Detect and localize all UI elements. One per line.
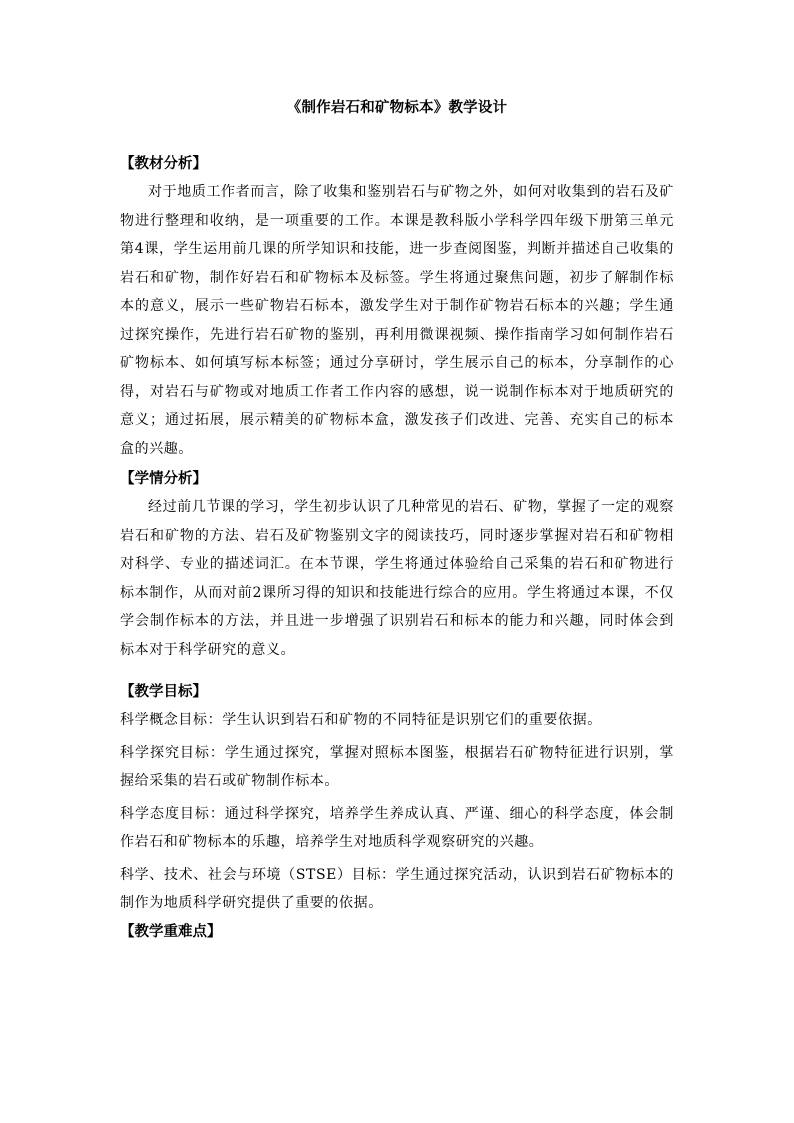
document-title: 《制作岩石和矿物标本》教学设计 xyxy=(286,99,508,116)
section-student-analysis xyxy=(120,465,674,664)
section-key-difficulties xyxy=(120,918,674,946)
goal-item: 科学态度目标：通过科学探究，培养学生养成认真、严谨、细心的科学态度，体会制作岩石和矿物标本的乐趣，培养学生对地质科学观察研究的兴趣。 xyxy=(120,805,674,850)
goal-item: 科学探究目标：学生通过探究，掌握对照标本图鉴，根据岩石矿物特征进行识别，掌握给采集的岩石或矿物制作标本。 xyxy=(120,744,674,789)
section-heading: 【教学重难点】 xyxy=(120,922,222,940)
section-heading: 【学情分析】 xyxy=(120,470,207,487)
section-paragraph: 经过前几节课的学习，学生初步认识了几种常见的岩石、矿物，掌握了一定的观察岩石和矿物的方法、岩石及矿物鉴别文字的阅读技巧，同时逐步掌握对岩石和矿物相对科学、专业的描述词汇。在本节课，学生将通过体验给自己采集的岩石和矿物进行标本制作，从而对前2课所习得的知识和技能进行综合的应用。学生将通过本课，不仅学会制作标本的方法，并且进一步增强了识别岩石和标本的能力和兴趣，同时体会到标本对于科学研究的意义。 xyxy=(120,499,674,658)
goal-item: 科学、技术、社会与环境（STSE）目标：学生通过探究活动，认识到岩石矿物标本的制作为地质科学研究提供了重要的依据。 xyxy=(120,866,674,911)
section-material-analysis xyxy=(120,150,674,463)
goal-item: 科学概念目标：学生认识到岩石和矿物的不同特征是识别它们的重要依据。 xyxy=(120,712,602,728)
section-heading: 【教学目标】 xyxy=(120,683,207,700)
section-heading: 【教材分析】 xyxy=(120,155,207,172)
document-body xyxy=(120,150,674,946)
section-teaching-goals xyxy=(120,678,674,918)
section-paragraph: 对于地质工作者而言，除了收集和鉴别岩石与矿物之外，如何对收集到的岩石及矿物进行整理和收纳，是一项重要的工作。本课是教科版小学科学四年级下册第三单元第4课，学生运用前几课的所学知识和技能，进一步查阅图鉴，判断并描述自己收集的岩石和矿物，制作好岩石和矿物标本及标签。学生将通过聚焦问题，初步了解制作标本的意义，展示一些矿物岩石标本，激发学生对于制作矿物岩石标本的兴趣；学生通过探究操作，先进行岩石矿物的鉴别，再利用微课视频、操作指南学习如何制作岩石矿物标本、如何填写标本标签；通过分享研讨，学生展示自己的标本，分享制作的心得，对岩石与矿物或对地质工作者工作内容的感想，说一说制作标本对于地质研究的意义；通过拓展，展示精美的矿物标本盒，激发孩子们改进、完善、充实自己的标本盒的兴趣。 xyxy=(120,184,674,457)
